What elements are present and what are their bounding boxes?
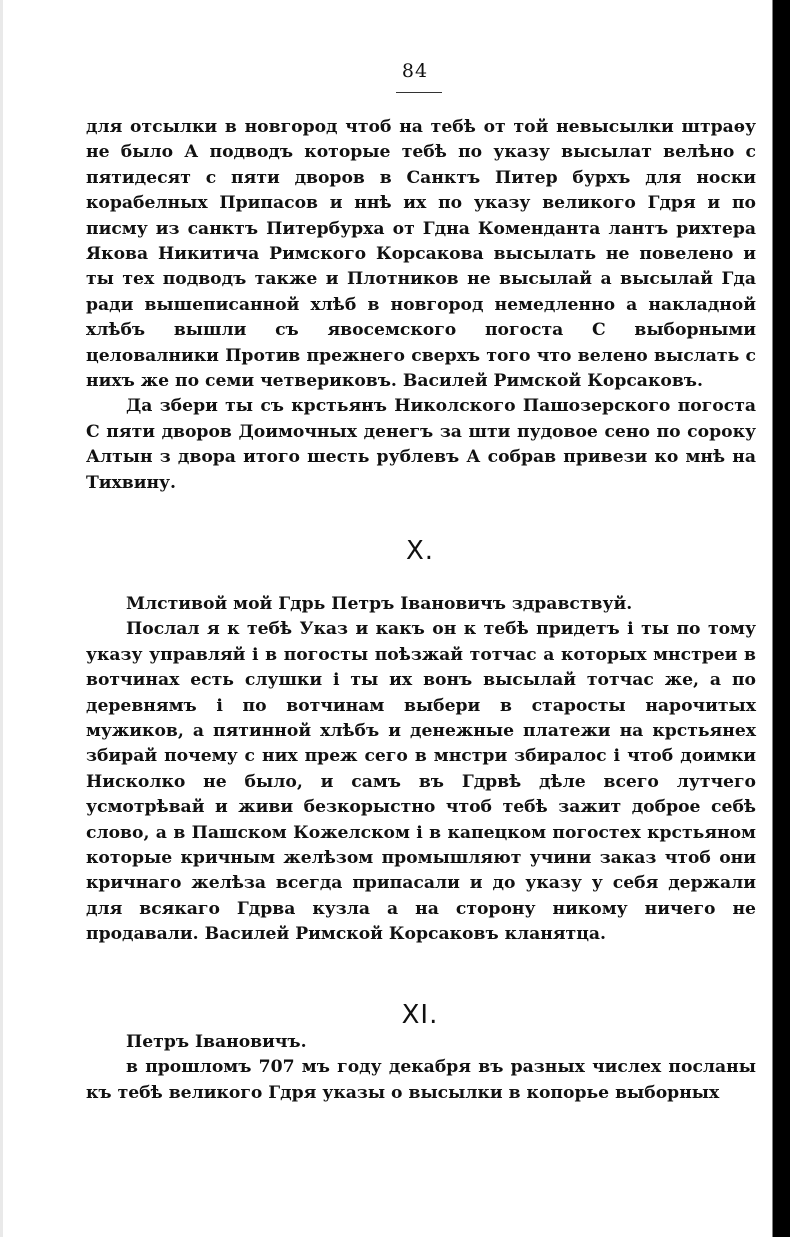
page-right-edge-shadow bbox=[770, 0, 790, 1237]
section-heading-xi: XI. bbox=[401, 1000, 439, 1030]
section-x-text bbox=[86, 592, 756, 948]
page-number: 84 bbox=[401, 60, 429, 82]
paragraph: Да збери ты съ крстьянъ Николского Пашозерского погоста С пяти дворов Доимочных денегъ за шти пудовое сено по сороку Алтын з двора итого шесть рублевъ А собрав привези ко мнѣ на Тихвину. bbox=[86, 396, 756, 493]
page-number-rule bbox=[396, 92, 442, 93]
salutation: Петръ Івановичъ. bbox=[126, 1032, 307, 1052]
section-xi-text bbox=[86, 1030, 756, 1106]
salutation: Млстивой мой Гдрь Петръ Івановичъ здравствуй. bbox=[126, 594, 633, 614]
paragraph: для отсылки в новгород чтоб на тебѣ от той невысылки штраѳу не было А подводъ которые тебѣ по указу высылат велѣно с пятидесят с пяти дворов в Санктъ Питер бурхъ для носки корабелных Припасов и ннѣ их по указу великого Гдря и по писму из санктъ Питербурха от Гдна Коменданта лантъ рихтера Якова Никитича Римского Корсакова высылать не повелено и ты тех подводъ также и Плотников не высылай а высылай Гдa ради вышеписанной хлѣб в новгород немедленно а накладной хлѣбъ вышли съ явосемского погоста С выборными целовалники Против прежнего сверхъ того что велено выслать с нихъ же по семи четвериковъ. Василей Римской Корсаковъ. bbox=[86, 117, 756, 392]
paragraph: Послал я к тебѣ Указ и какъ он к тебѣ придетъ і ты по тому указу управляй і в погосты поѣзжай тотчас а которых мнстреи в вотчинах есть слушки і ты их вонъ высылай тотчас же, а по деревнямъ і по вотчинам выбери в старосты нарочитых мужиков, а пятинной хлѣбъ и денежные платежи на крстьянех збирай почему с них преж сего в мнстри збиралос і чтоб доимки Нисколко не было, и самъ въ Гдрвѣ дѣле всего лутчего усмотрѣвай и живи безкорыстно чтоб тебѣ зажит доброе себѣ слово, а в Пашском Кожелском і в капецком погостех крстьяном которые кричным желѣзом промышляют учини заказ чтоб они кричнаго желѣза всегда припасали и до указу у себя держали для всякаго Гдрва кузла а на сторону никому ничего не продавали. Василей Римской Корсаковъ кланятца. bbox=[86, 619, 756, 945]
paragraph: в прошломъ 707 мъ году декабря въ разных числех посланы къ тебѣ великого Гдря указы о высылки в копорье выборных bbox=[86, 1057, 756, 1103]
continued-text bbox=[86, 115, 756, 496]
section-heading-x: X. bbox=[405, 536, 435, 566]
page-left-edge bbox=[0, 0, 3, 1237]
